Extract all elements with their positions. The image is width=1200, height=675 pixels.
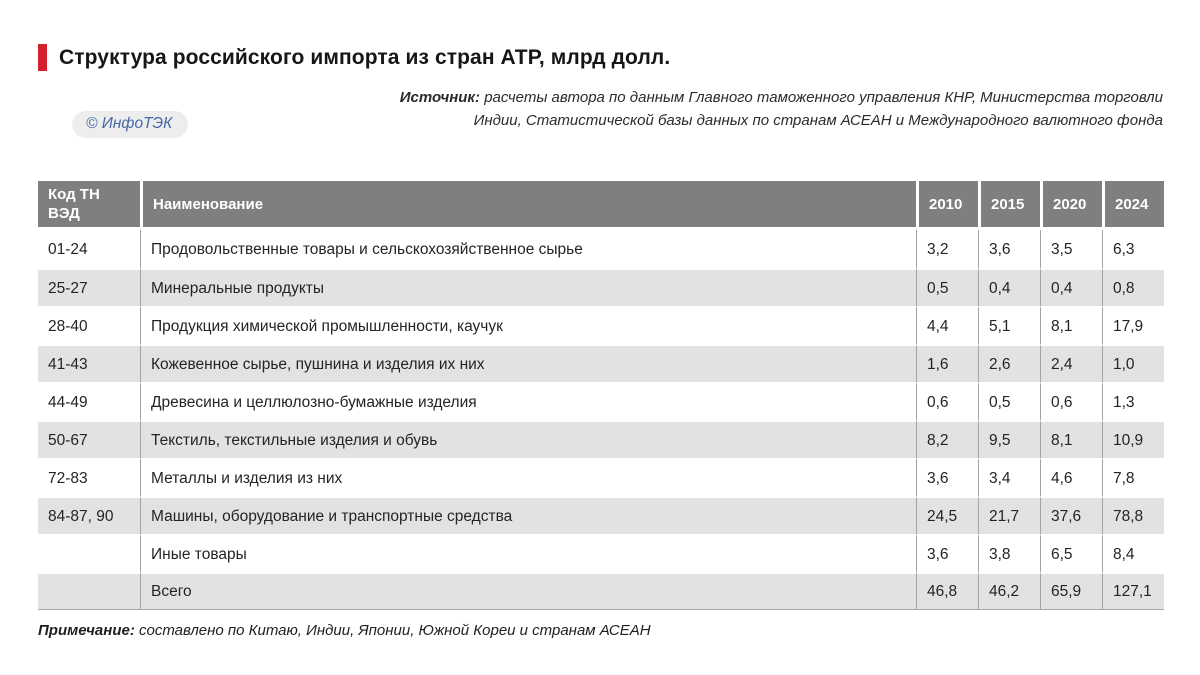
cell-code bbox=[38, 534, 140, 572]
cell-value: 0,5 bbox=[978, 382, 1040, 420]
footnote-text: составлено по Китаю, Индии, Японии, Южной Кореи и странам АСЕАН bbox=[134, 622, 651, 639]
cell-code: 25-27 bbox=[38, 268, 140, 306]
footnote bbox=[38, 622, 1163, 639]
cell-value: 3,6 bbox=[916, 534, 978, 572]
cell-value: 3,2 bbox=[916, 230, 978, 268]
table-header-row bbox=[38, 181, 1164, 230]
cell-value: 46,2 bbox=[978, 572, 1040, 610]
table-row bbox=[38, 534, 1164, 572]
cell-value: 3,8 bbox=[978, 534, 1040, 572]
cell-value: 7,8 bbox=[1102, 458, 1164, 496]
title-block bbox=[38, 44, 1163, 71]
cell-code: 50-67 bbox=[38, 420, 140, 458]
cell-value: 5,1 bbox=[978, 306, 1040, 344]
cell-name: Минеральные продукты bbox=[140, 268, 916, 306]
cell-value: 8,4 bbox=[1102, 534, 1164, 572]
cell-value: 2,6 bbox=[978, 344, 1040, 382]
cell-value: 46,8 bbox=[916, 572, 978, 610]
cell-name: Металлы и изделия из них bbox=[140, 458, 916, 496]
cell-name: Древесина и целлюлозно-бумажные изделия bbox=[140, 382, 916, 420]
table-row bbox=[38, 382, 1164, 420]
cell-value: 65,9 bbox=[1040, 572, 1102, 610]
cell-name: Текстиль, текстильные изделия и обувь bbox=[140, 420, 916, 458]
footnote-label: Примечание: bbox=[38, 622, 135, 639]
cell-value: 24,5 bbox=[916, 496, 978, 534]
cell-value: 3,6 bbox=[978, 230, 1040, 268]
cell-value: 0,6 bbox=[1040, 382, 1102, 420]
import-structure-table bbox=[38, 181, 1164, 610]
cell-code: 28-40 bbox=[38, 306, 140, 344]
infotek-logo bbox=[72, 111, 188, 138]
cell-value: 1,3 bbox=[1102, 382, 1164, 420]
table-row bbox=[38, 268, 1164, 306]
header-year-2024: 2024 bbox=[1102, 181, 1164, 230]
header-year-2010: 2010 bbox=[916, 181, 978, 230]
table-row bbox=[38, 420, 1164, 458]
cell-value: 127,1 bbox=[1102, 572, 1164, 610]
cell-value: 0,5 bbox=[916, 268, 978, 306]
cell-value: 0,8 bbox=[1102, 268, 1164, 306]
cell-value: 3,4 bbox=[978, 458, 1040, 496]
cell-value: 3,5 bbox=[1040, 230, 1102, 268]
cell-code: 84-87, 90 bbox=[38, 496, 140, 534]
cell-code bbox=[38, 572, 140, 610]
cell-value: 8,1 bbox=[1040, 306, 1102, 344]
cell-code: 44-49 bbox=[38, 382, 140, 420]
table-row bbox=[38, 230, 1164, 268]
cell-value: 0,4 bbox=[1040, 268, 1102, 306]
cell-name: Всего bbox=[140, 572, 916, 610]
cell-name: Продовольственные товары и сельскохозяйственное сырье bbox=[140, 230, 916, 268]
source-text: расчеты автора по данным Главного таможенного управления КНР, Министерства торговли Индии, Статистической базы данных по странам АСЕАН и Международного валютного фонда bbox=[473, 89, 1163, 129]
source-note bbox=[393, 86, 1163, 132]
page-title: Структура российского импорта из стран АТР, млрд долл. bbox=[59, 45, 671, 69]
header-year-2020: 2020 bbox=[1040, 181, 1102, 230]
cell-name: Иные товары bbox=[140, 534, 916, 572]
header-code: Код ТН ВЭД bbox=[38, 181, 140, 230]
cell-value: 1,0 bbox=[1102, 344, 1164, 382]
cell-value: 6,3 bbox=[1102, 230, 1164, 268]
cell-value: 8,2 bbox=[916, 420, 978, 458]
cell-code: 72-83 bbox=[38, 458, 140, 496]
table-row bbox=[38, 458, 1164, 496]
cell-value: 1,6 bbox=[916, 344, 978, 382]
cell-code: 41-43 bbox=[38, 344, 140, 382]
title-accent-bar bbox=[38, 44, 47, 71]
cell-value: 4,4 bbox=[916, 306, 978, 344]
table-row bbox=[38, 572, 1164, 610]
table-row bbox=[38, 496, 1164, 534]
cell-value: 37,6 bbox=[1040, 496, 1102, 534]
header-year-2015: 2015 bbox=[978, 181, 1040, 230]
table-row bbox=[38, 306, 1164, 344]
cell-name: Продукция химической промышленности, каучук bbox=[140, 306, 916, 344]
cell-value: 6,5 bbox=[1040, 534, 1102, 572]
table-body bbox=[38, 230, 1164, 610]
cell-code: 01-24 bbox=[38, 230, 140, 268]
header-name: Наименование bbox=[140, 181, 916, 230]
meta-row bbox=[38, 86, 1163, 134]
cell-value: 17,9 bbox=[1102, 306, 1164, 344]
logo-text: © ИнфоТЭК bbox=[86, 115, 173, 132]
cell-value: 4,6 bbox=[1040, 458, 1102, 496]
cell-value: 0,4 bbox=[978, 268, 1040, 306]
cell-value: 10,9 bbox=[1102, 420, 1164, 458]
cell-value: 3,6 bbox=[916, 458, 978, 496]
table-row bbox=[38, 344, 1164, 382]
cell-name: Кожевенное сырье, пушнина и изделия их них bbox=[140, 344, 916, 382]
cell-value: 0,6 bbox=[916, 382, 978, 420]
source-label: Источник: bbox=[399, 89, 481, 106]
cell-value: 9,5 bbox=[978, 420, 1040, 458]
cell-name: Машины, оборудование и транспортные средства bbox=[140, 496, 916, 534]
cell-value: 8,1 bbox=[1040, 420, 1102, 458]
cell-value: 21,7 bbox=[978, 496, 1040, 534]
cell-value: 2,4 bbox=[1040, 344, 1102, 382]
cell-value: 78,8 bbox=[1102, 496, 1164, 534]
